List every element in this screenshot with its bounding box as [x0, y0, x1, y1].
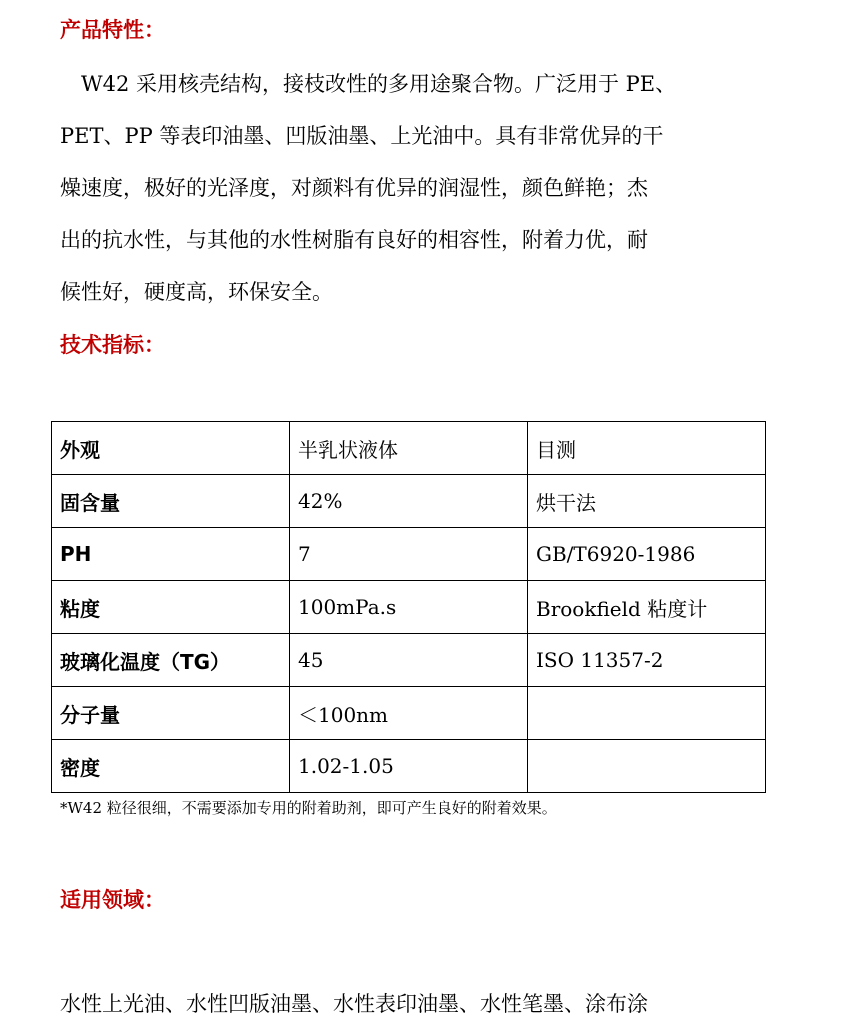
paragraph-line: 燥速度，极好的光泽度，对颜料有优异的润湿性，颜色鲜艳；杰 [60, 176, 648, 200]
spec-method-cell: 目测 [528, 422, 766, 475]
table-row [52, 687, 766, 740]
table-row [52, 422, 766, 475]
technical-specs-heading: 技术指标： [60, 333, 165, 357]
table-row [52, 634, 766, 687]
spec-method-cell: GB/T6920-1986 [528, 528, 766, 581]
table-row [52, 740, 766, 793]
table-row [52, 475, 766, 528]
spec-value-cell: 100mPa.s [290, 581, 528, 634]
spec-method-cell: 烘干法 [528, 475, 766, 528]
paragraph-line: PET、PP 等表印油墨、凹版油墨、上光油中。具有非常优异的干 [60, 124, 664, 148]
paragraph-line: 候性好，硬度高，环保安全。 [60, 280, 333, 304]
spec-method-cell [528, 740, 766, 793]
spec-method-cell: Brookfield 粘度计 [528, 581, 766, 634]
spec-item-cell: 外观 [52, 422, 290, 475]
technical-specs-table [51, 421, 766, 793]
spec-method-cell: ISO 11357-2 [528, 634, 766, 687]
spec-item-cell: 分子量 [52, 687, 290, 740]
table-row [52, 528, 766, 581]
paragraph-line: 出的抗水性，与其他的水性树脂有良好的相容性，附着力优，耐 [60, 228, 648, 252]
spec-value-cell: 45 [290, 634, 528, 687]
spec-item-cell: 固含量 [52, 475, 290, 528]
spec-item-cell: 玻璃化温度（TG） [52, 634, 290, 687]
spec-method-cell [528, 687, 766, 740]
spec-value-cell: 半乳状液体 [290, 422, 528, 475]
table-row [52, 581, 766, 634]
paragraph-line: 水性上光油、水性凹版油墨、水性表印油墨、水性笔墨、涂布涂 [60, 992, 648, 1016]
spec-value-cell: 1.02-1.05 [290, 740, 528, 793]
spec-value-cell: 42% [290, 475, 528, 528]
paragraph-line: W42 采用核壳结构，接枝改性的多用途聚合物。广泛用于 PE、 [81, 72, 677, 96]
spec-item-cell: 粘度 [52, 581, 290, 634]
product-features-paragraph [60, 58, 760, 318]
spec-value-cell: ＜100nm [290, 687, 528, 740]
applications-paragraph [60, 978, 760, 1030]
spec-item-cell: 密度 [52, 740, 290, 793]
spec-item-cell: PH [52, 528, 290, 581]
spec-value-cell: 7 [290, 528, 528, 581]
product-features-heading: 产品特性： [60, 18, 165, 42]
applications-heading: 适用领域： [60, 888, 165, 912]
table-footnote: *W42 粒径很细，不需要添加专用的附着助剂，即可产生良好的附着效果。 [60, 799, 557, 817]
